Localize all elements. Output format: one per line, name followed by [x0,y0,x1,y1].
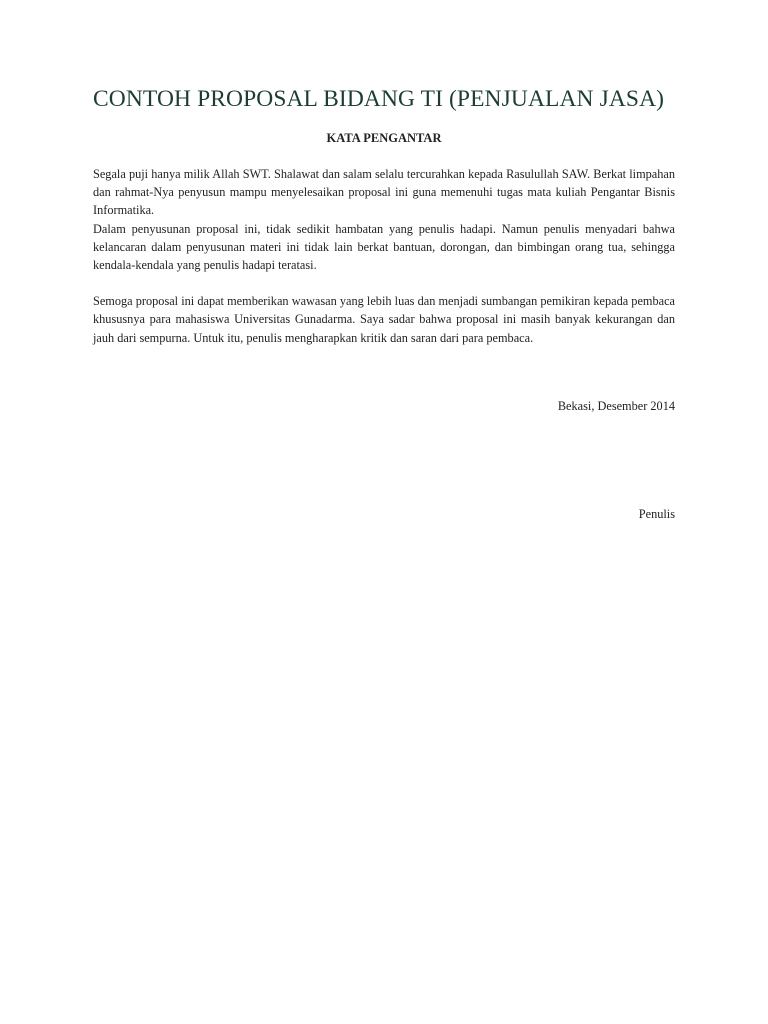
signature: Penulis [638,507,675,521]
paragraph-2: Dalam penyusunan proposal ini, tidak sedikit hambatan yang penulis hadapi. Namun penulis menyadari bahwa kelancaran dalam penyusunan materi ini tidak lain berkat bantuan, dorongan, dan bimbingan orang tua, sehingga kendala-kendala yang penulis hadapi teratasi. [93,221,675,273]
body-text [93,165,675,347]
paragraph-1: Segala puji hanya milik Allah SWT. Shalawat dan salam selalu tercurahkan kepada Rasulullah SAW. Berkat limpahan dan rahmat-Nya penyusun mampu menyelesaikan proposal ini guna memenuhi tugas mata kuliah Pengantar Bisnis Informatika. [93,167,675,218]
paragraph-3: Semoga proposal ini dapat memberikan wawasan yang lebih luas dan menjadi sumbangan pemikiran kepada pembaca khususnya para mahasiswa Universitas Gunadarma. Saya sadar bahwa proposal ini masih banyak kekurangan dan jauh dari sempurna. Untuk itu, penulis mengharapkan kritik dan saran dari para pembaca. [93,294,675,345]
document-page [93,0,675,1024]
place-date: Bekasi, Desember 2014 [557,399,675,413]
section-heading: KATA PENGANTAR [326,131,442,145]
document-title: CONTOH PROPOSAL BIDANG TI (PENJUALAN JASA) [93,86,665,112]
